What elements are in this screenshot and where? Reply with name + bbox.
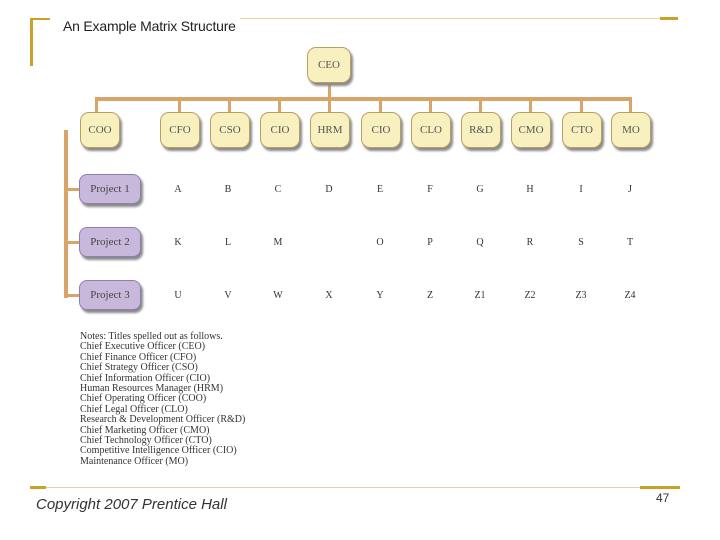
matrix-cell: J [628,184,632,195]
matrix-cell: I [579,184,583,195]
frame-top-left-horizontal [30,18,50,20]
matrix-cell: A [174,184,182,195]
role-drop-connector [580,97,583,113]
project-branch-connector [64,241,80,244]
copyright-footer: Copyright 2007 Prentice Hall [36,496,227,513]
role-drop-connector [479,97,482,113]
role-drop-connector [95,97,98,113]
matrix-cell: E [376,184,384,195]
matrix-cell: V [224,290,232,301]
notes-line: Maintenance Officer (MO) [80,455,189,467]
matrix-cell: T [626,237,634,248]
role-box-hrm: HRM [310,112,350,148]
role-box-cto: CTO [562,112,602,148]
project-spine-connector [64,130,68,298]
title-notes [80,332,245,467]
matrix-cell: C [274,184,282,195]
matrix-cell: H [526,184,534,195]
matrix-cell: F [427,184,433,195]
notes-line: Chief Strategy Officer (CSO) [80,362,198,374]
matrix-cell: Z4 [624,290,636,301]
project-branch-connector [64,294,80,297]
role-drop-connector [228,97,231,113]
role-drop-connector [429,97,432,113]
notes-line: Chief Finance Officer (CFO) [80,351,197,363]
matrix-cell: G [476,184,484,195]
matrix-cell: D [325,184,333,195]
role-box-mo: MO [611,112,651,148]
matrix-cell: K [174,237,182,248]
role-box-coo: COO [80,112,120,148]
project-branch-connector [64,188,80,191]
notes-line: Chief Marketing Officer (CMO) [80,424,210,436]
matrix-cell: Q [476,237,484,248]
role-drop-connector [629,97,632,113]
matrix-cell: Z3 [575,290,587,301]
notes-line: Research & Development Officer (R&D) [80,414,246,426]
role-drop-connector [278,97,281,113]
notes-line: Competitive Intelligence Officer (CIO) [80,445,237,457]
notes-line: Chief Legal Officer (CLO) [80,403,188,415]
notes-line: Chief Executive Officer (CEO) [80,341,206,353]
matrix-cell: M [273,237,283,248]
role-bus-connector [95,97,632,101]
role-box-cfo: CFO [160,112,200,148]
role-drop-connector [178,97,181,113]
ceo-box: CEO [307,47,351,83]
matrix-cell: Z1 [474,290,486,301]
page-number: 47 [656,491,670,505]
frame-bottom-rule [46,487,640,488]
role-drop-connector [328,97,331,113]
role-drop-connector [379,97,382,113]
matrix-cell: Y [376,290,384,301]
notes-line: Chief Information Officer (CIO) [80,372,211,384]
role-box-cio: CIO [260,112,300,148]
frame-left-vertical [30,18,33,66]
notes-line: Human Resources Manager (HRM) [80,383,224,395]
notes-heading: Notes: Titles spelled out as follows. [80,331,223,342]
slide-title: An Example Matrix Structure [63,18,236,34]
project-box-1: Project 1 [79,174,141,204]
matrix-cell: R [526,237,534,248]
project-box-2: Project 2 [79,227,141,257]
frame-top-right-horizontal [240,18,660,19]
matrix-cell: W [273,290,283,301]
role-box-cmo: CMO [511,112,551,148]
frame-top-right-accent [660,17,678,20]
matrix-cell: P [427,237,433,248]
matrix-cell: B [224,184,232,195]
role-box-rnd: R&D [461,112,501,148]
role-box-competitive-cio: CIO [361,112,401,148]
notes-line: Chief Technology Officer (CTO) [80,435,212,447]
project-box-3: Project 3 [79,280,141,310]
matrix-cell: Z [426,290,434,301]
notes-line: Chief Operating Officer (COO) [80,393,207,405]
matrix-cell: U [174,290,182,301]
role-box-cso: CSO [210,112,250,148]
matrix-cell: X [325,290,333,301]
matrix-cell: S [578,237,584,248]
matrix-cell: O [376,237,384,248]
frame-bottom-left-accent [30,486,46,489]
matrix-cell: L [224,237,232,248]
role-box-clo: CLO [411,112,451,148]
matrix-cell: Z2 [524,290,536,301]
role-drop-connector [529,97,532,113]
frame-bottom-right-accent [640,486,680,489]
